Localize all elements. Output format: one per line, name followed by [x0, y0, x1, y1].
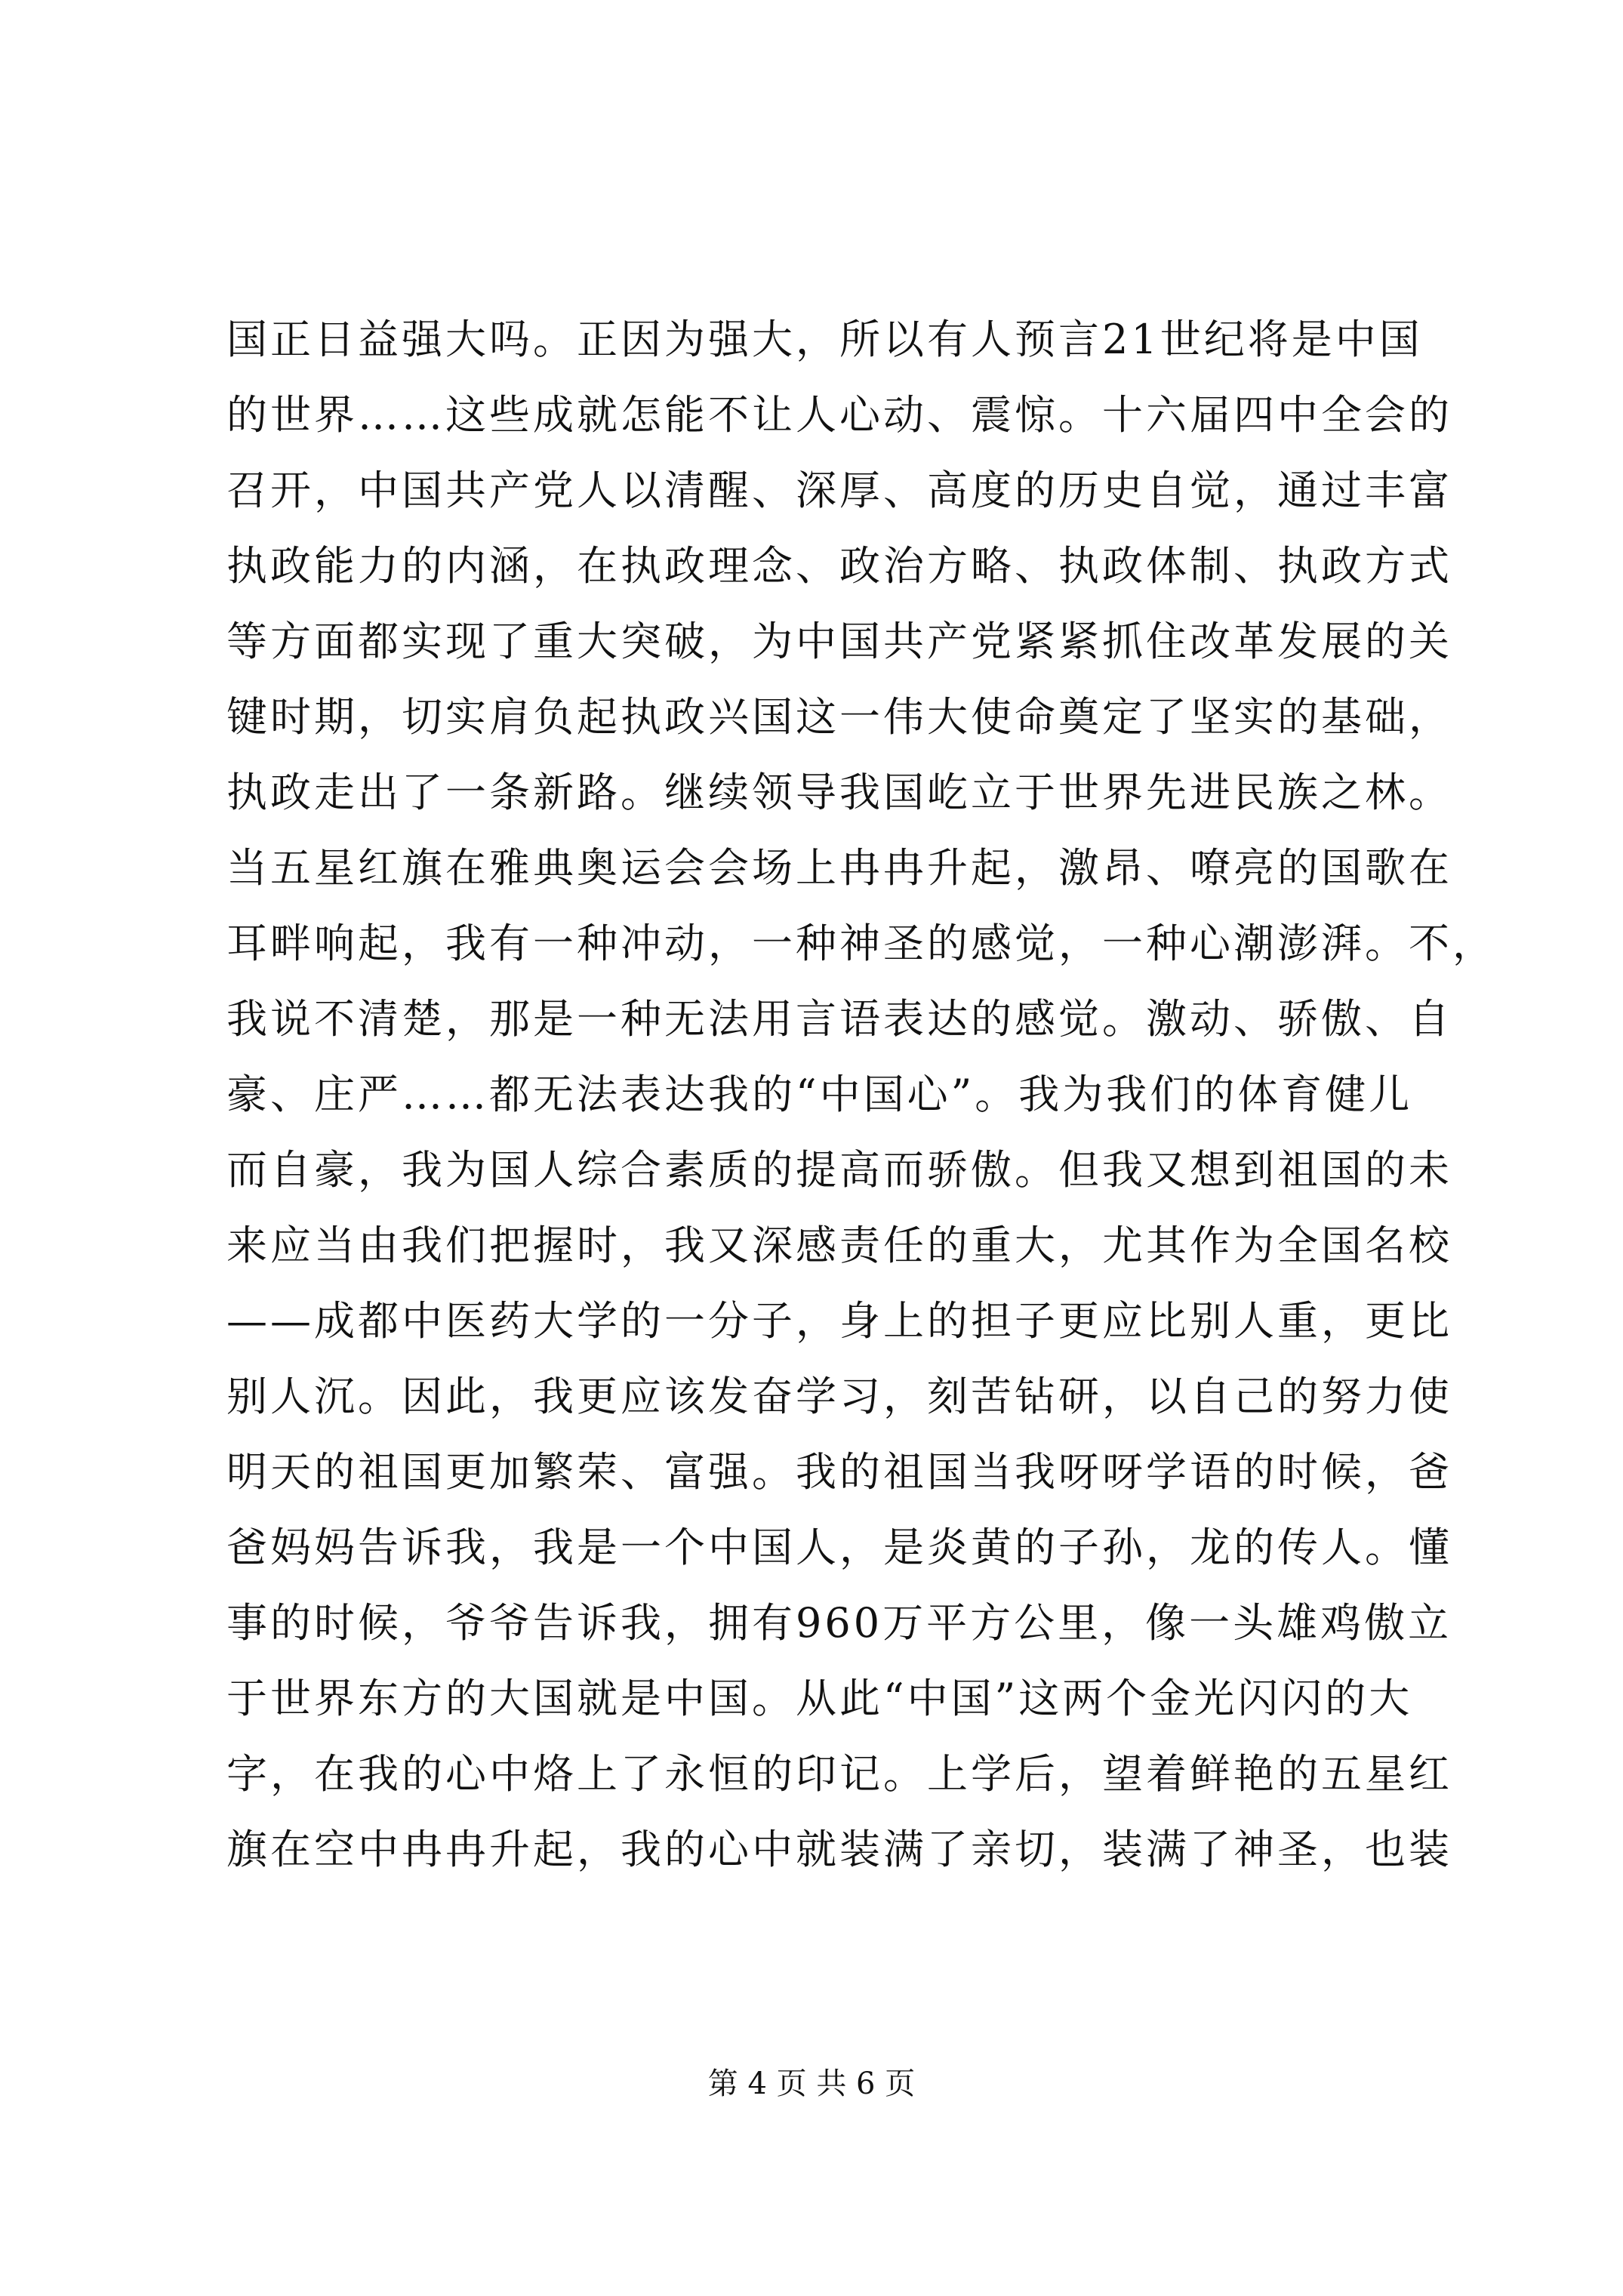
text-line: 于世界东方的大国就是中国。从此“中国”这两个金光闪闪的大: [226, 1675, 1413, 1722]
text-line: 国正日益强大吗。正因为强大，所以有人预言21世纪将是中国: [226, 316, 1423, 363]
text-line: 的世界……这些成就怎能不让人心动、震惊。十六届四中全会的: [226, 391, 1452, 439]
text-line: 旗在空中冉冉升起，我的心中就装满了亲切，装满了神圣，也装: [226, 1826, 1452, 1873]
text-line: 当五星红旗在雅典奥运会会场上冉冉升起，激昂、嘹亮的国歌在: [226, 844, 1452, 892]
text-line: 我说不清楚，那是一种无法用言语表达的感觉。激动、骄傲、自: [226, 995, 1452, 1043]
body-text: [226, 302, 1496, 1888]
text-line: 爸妈妈告诉我，我是一个中国人，是炎黄的子孙，龙的传人。懂: [226, 1524, 1452, 1571]
text-line: 召开，中国共产党人以清醒、深厚、高度的历史自觉，通过丰富: [226, 467, 1452, 514]
text-line: 来应当由我们把握时，我又深感责任的重大，尤其作为全国名校: [226, 1222, 1452, 1269]
text-line: ——成都中医药大学的一分子，身上的担子更应比别人重，更比: [226, 1297, 1452, 1345]
text-line: 等方面都实现了重大突破，为中国共产党紧紧抓住改革发展的关: [226, 618, 1452, 665]
text-line: 执政走出了一条新路。继续领导我国屹立于世界先进民族之林。: [226, 769, 1452, 816]
text-line: 而自豪，我为国人综合素质的提高而骄傲。但我又想到祖国的未: [226, 1146, 1452, 1194]
page-number-footer: 第 4 页 共 6 页: [707, 2066, 916, 2101]
text-line: 字，在我的心中烙上了永恒的印记。上学后，望着鲜艳的五星红: [226, 1750, 1452, 1798]
text-line: 执政能力的内涵，在执政理念、政治方略、执政体制、执政方式: [226, 542, 1452, 590]
text-line: 事的时候，爷爷告诉我，拥有960万平方公里，像一头雄鸡傲立: [226, 1599, 1452, 1647]
text-line: 明天的祖国更加繁荣、富强。我的祖国当我呀呀学语的时候，爸: [226, 1448, 1452, 1496]
text-line: 键时期，切实肩负起执政兴国这一伟大使命奠定了坚实的基础，: [226, 693, 1452, 741]
text-line: 别人沉。因此，我更应该发奋学习，刻苦钻研，以自己的努力使: [226, 1373, 1452, 1420]
text-line: 豪、庄严……都无法表达我的“中国心”。我为我们的体育健儿: [226, 1071, 1413, 1118]
text-line: 耳畔响起，我有一种冲动，一种神圣的感觉，一种心潮澎湃。不，: [226, 920, 1496, 967]
